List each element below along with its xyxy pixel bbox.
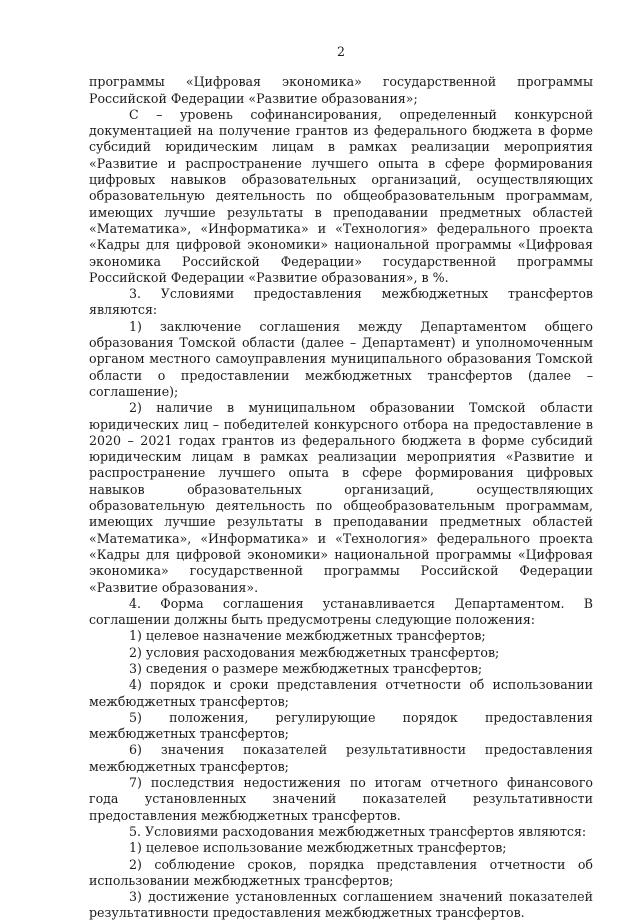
section-4-item-1: 1) целевое назначение межбюджетных трансфертов;: [129, 628, 486, 644]
section-4-item-5: 5) положения, регулирующие порядок предоставления межбюджетных трансфертов;: [89, 709, 593, 742]
section-3-item-2: 2) наличие в муниципальном образовании Томской области юридических лиц – победителей конкурсного отбора на предоставление в 2020 – 2021 годах грантов из федерального бюджета в форме субсидий юридическим лицам в рамках реализации мероприятия «Развитие и распространение лучшего опыта в сфере формирования цифровых навыков образовательных организаций, осуществляющих образовательную деятельность по общеобразовательным программам, имеющих лучшие результаты в преподавании предметных областей «Математика», «Информатика» и «Технология» федерального проекта «Кадры для цифровой экономики» национальной программы «Цифровая экономика» государственной программы Российской Федерации «Развитие образования».: [89, 400, 593, 595]
paragraph-cofinancing-definition: С – уровень софинансирования, определенный конкурсной документацией на получение грантов из федерального бюджета в форме субсидий юридическим лицам в рамках реализации мероприятия «Развитие и распространение лучшего опыта в сфере формирования цифровых навыков образовательных организаций, осуществляющих образовательную деятельность по общеобразовательным программам, имеющих лучшие результаты в преподавании предметных областей «Математика», «Информатика» и «Технология» федерального проекта «Кадры для цифровой экономики» национальной программы «Цифровая экономика Российской Федерации» государственной программы Российской Федерации «Развитие образования», в %.: [89, 106, 593, 285]
section-4-item-6: 6) значения показателей результативности предоставления межбюджетных трансфертов;: [89, 742, 593, 774]
page-number: 2: [336, 44, 345, 59]
section-3-item-1: 1) заключение соглашения между Департаментом общего образования Томской области (далее – Департамент) и уполномоченным органом местного самоуправления муниципального образования Томской области о предоставлении межбюджетных трансфертов (далее – соглашение);: [89, 318, 593, 399]
section-4-item-4: 4) порядок и сроки представления отчетности об использовании межбюджетных трансфертов;: [89, 677, 593, 709]
section-5-item-3: 3) достижение установленных соглашением значений показателей результативности предоставления межбюджетных трансфертов.: [89, 889, 593, 921]
section-4-heading: 4. Форма соглашения устанавливается Департаментом. В соглашении должны быть предусмотрены следующие положения:: [89, 595, 593, 628]
section-4-item-7: 7) последствия недостижения по итогам отчетного финансового года установленных значений показателей результативности предоставления межбюджетных трансфертов.: [89, 775, 593, 823]
section-5-heading: 5. Условиями расходования межбюджетных трансфертов являются:: [129, 823, 587, 839]
section-5-item-2: 2) соблюдение сроков, порядка представления отчетности об использовании межбюджетных трансфертов;: [89, 856, 593, 888]
section-5-item-1: 1) целевое использование межбюджетных трансфертов;: [129, 840, 507, 856]
paragraph-continuation: программы «Цифровая экономика» государственной программы Российской Федерации «Развитие образования»;: [89, 74, 593, 106]
section-4-item-3: 3) сведения о размере межбюджетных трансфертов;: [129, 660, 483, 676]
section-3-heading: 3. Условиями предоставления межбюджетных трансфертов являются:: [89, 286, 593, 318]
document-page: [89, 44, 593, 922]
section-4-item-2: 2) условия расходования межбюджетных трансфертов;: [129, 644, 500, 660]
